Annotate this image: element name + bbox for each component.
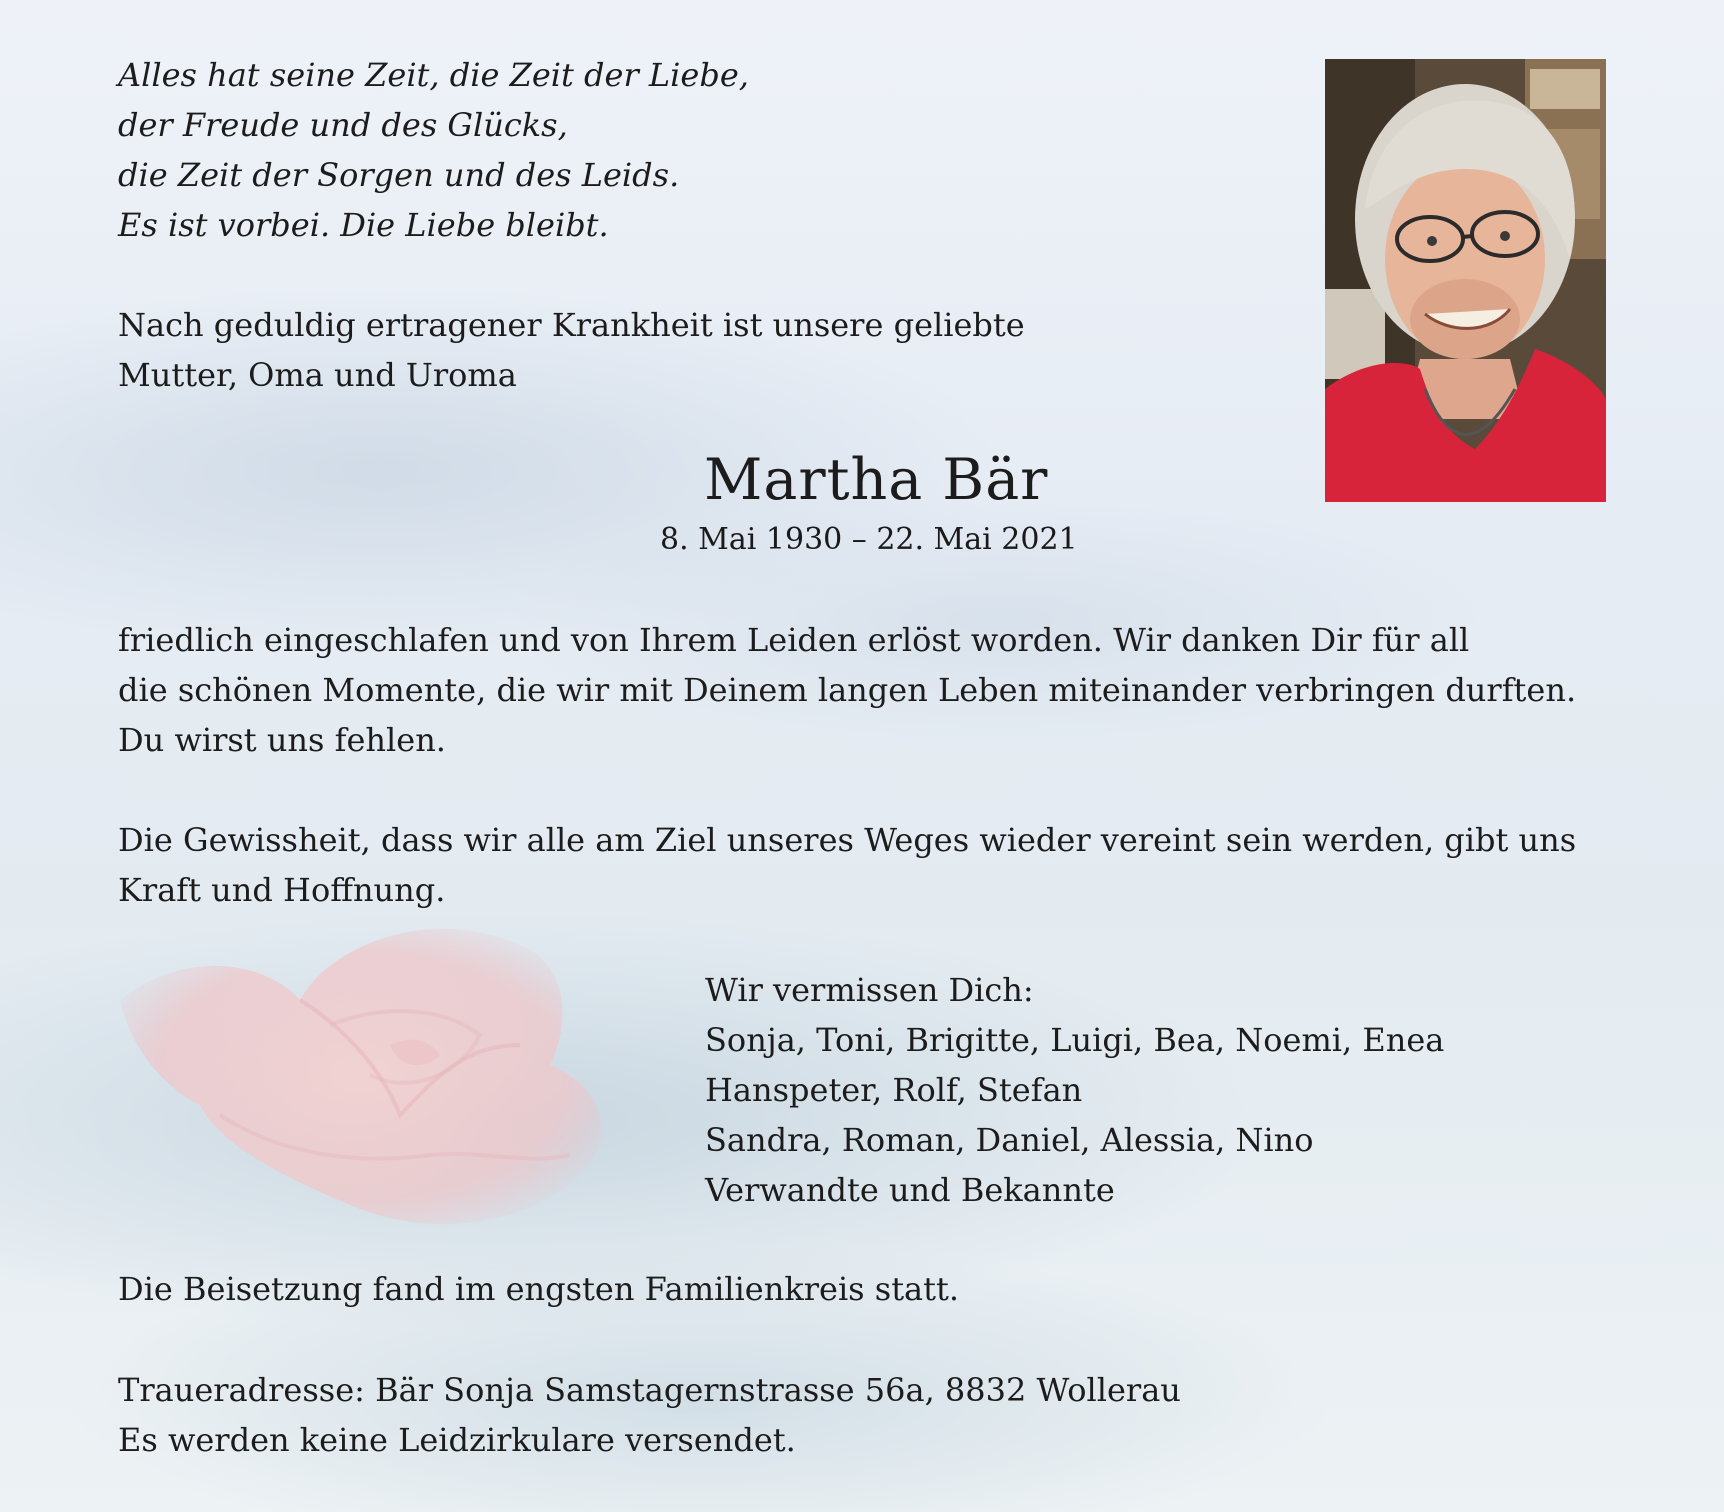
- body-line: die schönen Momente, die wir mit Deinem langen Leben miteinander verbringen durften.: [118, 671, 1577, 709]
- address-line: Es werden keine Leidzirkulare versendet.: [118, 1421, 796, 1459]
- rose-illustration: [100, 905, 660, 1245]
- mourners-line: Hanspeter, Rolf, Stefan: [705, 1071, 1083, 1109]
- motto-line: Alles hat seine Zeit, die Zeit der Liebe,: [118, 56, 749, 94]
- intro-text: [118, 300, 1025, 400]
- motto-line: Es ist vorbei. Die Liebe bleibt.: [118, 206, 609, 244]
- burial-note: Die Beisetzung fand im engsten Familienkreis statt.: [118, 1270, 960, 1308]
- intro-line: Mutter, Oma und Uroma: [118, 356, 517, 394]
- body-line: Du wirst uns fehlen.: [118, 721, 446, 759]
- mourners-line: Verwandte und Bekannte: [705, 1171, 1115, 1209]
- motto-line: der Freude und des Glücks,: [118, 106, 568, 144]
- body-line: Kraft und Hoffnung.: [118, 871, 446, 909]
- deceased-name: Martha Bär: [704, 447, 1049, 513]
- address-line: Traueradresse: Bär Sonja Samstagernstrasse 56a, 8832 Wollerau: [118, 1371, 1181, 1409]
- mourners-line: Sandra, Roman, Daniel, Alessia, Nino: [705, 1121, 1314, 1159]
- mourners-line: Sonja, Toni, Brigitte, Luigi, Bea, Noemi, Enea: [705, 1021, 1445, 1059]
- mourning-address: [118, 1365, 1181, 1465]
- motto: [118, 50, 749, 250]
- portrait-photo: [1325, 59, 1606, 502]
- motto-line: die Zeit der Sorgen und des Leids.: [118, 156, 680, 194]
- mourners-list: [705, 965, 1444, 1215]
- body-paragraph-2: [118, 815, 1576, 915]
- life-dates: 8. Mai 1930 – 22. Mai 2021: [660, 522, 1078, 557]
- mourners-heading: Wir vermissen Dich:: [705, 971, 1034, 1009]
- body-line: friedlich eingeschlafen und von Ihrem Leiden erlöst worden. Wir danken Dir für all: [118, 621, 1470, 659]
- body-paragraph-1: [118, 615, 1576, 765]
- intro-line: Nach geduldig ertragener Krankheit ist unsere geliebte: [118, 306, 1025, 344]
- body-line: Die Gewissheit, dass wir alle am Ziel unseres Weges wieder vereint sein werden, gibt uns: [118, 821, 1577, 859]
